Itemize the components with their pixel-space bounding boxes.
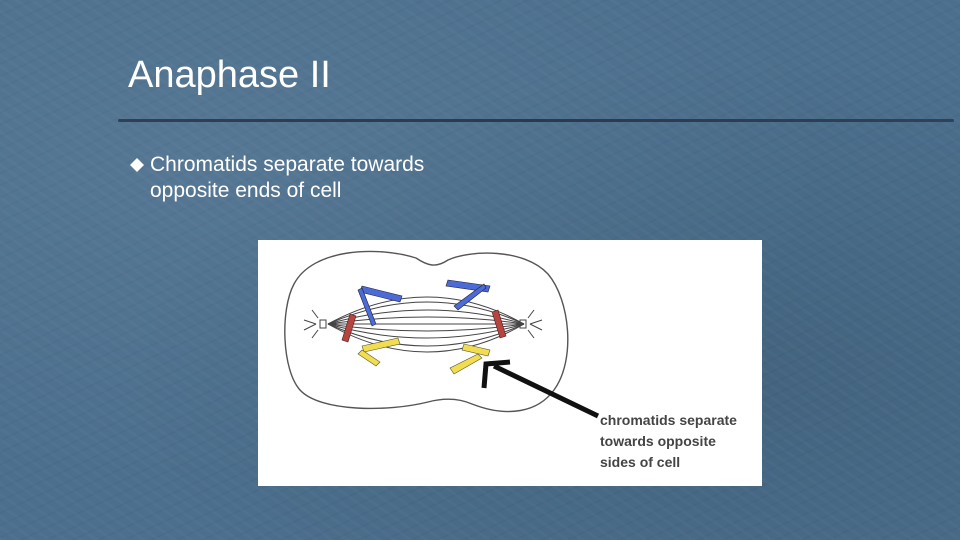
- slide-title: Anaphase II: [128, 54, 331, 96]
- bullet-list-item: [130, 152, 430, 204]
- pointer-arrow-icon: [484, 362, 598, 416]
- title-divider: [118, 119, 954, 122]
- diamond-bullet-icon: [130, 158, 144, 172]
- spindle-fibers: [328, 297, 524, 352]
- caption-line: chromatids separate: [600, 412, 737, 428]
- caption-line: sides of cell: [600, 454, 681, 470]
- centriole-left: [304, 310, 326, 338]
- caption-line: towards opposite: [600, 433, 716, 449]
- anaphase-diagram: [258, 240, 762, 486]
- diagram-caption: [600, 410, 760, 473]
- yellow-chromatids: [358, 338, 490, 374]
- bullet-text: Chromatids separate towards opposite ends of cell: [150, 153, 425, 202]
